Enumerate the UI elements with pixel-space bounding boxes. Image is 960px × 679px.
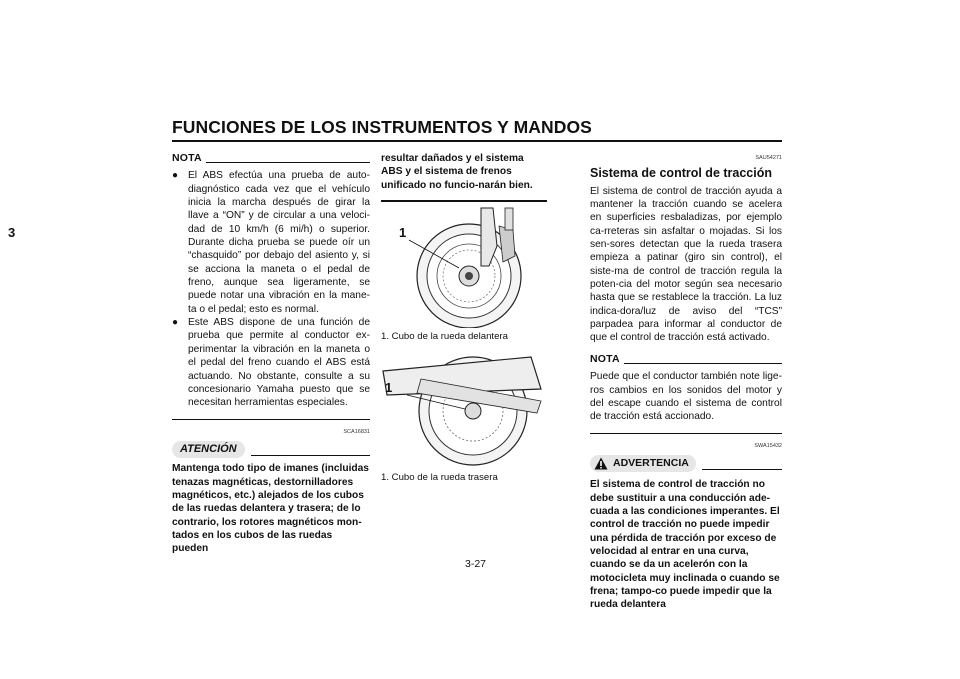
section-divider [381, 200, 547, 202]
bullet-item [172, 169, 370, 316]
nota-header [590, 353, 782, 366]
nota-label: NOTA [172, 152, 202, 164]
atencion-text: Mantenga todo tipo de imanes (incluidas tenazas magnéticas, destornilladores magnéticos, etc.) alejados de los cubos de las ruedas delantera y trasera; de lo contrario, los rotores magnéticos mon-tados en los cubos de las ruedas pueden [172, 463, 369, 555]
front-wheel-figure [381, 206, 546, 328]
nota-text: Puede que el conductor también note lige-ros cambios en los sonidos del motor y del escape cuando el sistema de control de tracción está accionado. [590, 371, 782, 423]
bullet-text: El ABS efectúa una prueba de auto-diagnóstico cada vez que el vehículo inicia la marcha después de girar la llave a “ON” y de circular a una veloci-dad de 10 km/h (6 mi/h) o superior. Durante dicha prueba se puede oír un “chasquido” por debajo del asiento y, si se acciona la maneta o el pedal de freno, aunque sea ligeramente, se puede notar una vibración en la mane-ta o el pedal; esto es normal. [188, 170, 370, 315]
section-divider [172, 419, 370, 420]
figure-callout-label: 1 [385, 380, 393, 396]
bullet-text: Este ABS dispone de una función de prueba que permite al conductor ex-perimentar la vibración en la maneta o el pedal del freno cuando el ABS está actuando. No obstante, consulte a su concesionario Yamaha puesto que se necesitan herramientas especiales. [188, 317, 370, 409]
warning-triangle-icon [594, 457, 608, 470]
bullet-icon: ● [172, 170, 179, 182]
advertencia-text: El sistema de control de tracción no debe sustituir a una conducción ade-cuada a las condiciones imperantes. El control de tracción no puede impedir una pérdida de tracción por exceso de velocidad al entrar en una curva, cuando se da un acelerón con la motocicleta muy inclinada o cuando se frena; tampo-co puede impedir que la rueda delantera [590, 479, 780, 611]
nota-rule [206, 162, 370, 163]
figure-callout-label: 1 [399, 225, 407, 241]
body-paragraph: El sistema de control de tracción ayuda a mantener la tracción cuando se acelera en superficies resbaladizas, por ejemplo ca-rreteras sin asfaltar o mojadas. Si los sen-sores detectan que la rueda trasera empieza a patinar (giro sin control), el siste-ma de control de tracción regula la poten-cia del motor según sea necesario hasta que se restablece la tracción. La luz indica-dora/luz de aviso del “TCS” parpadea para informar al conductor de que el control de tracción está activado. [590, 185, 782, 344]
advertencia-badge [590, 455, 696, 472]
page-header-title: FUNCIONES DE LOS INSTRUMENTOS Y MANDOS [172, 117, 592, 137]
bullet-icon: ● [172, 317, 179, 329]
atencion-badge: ATENCIÓN [172, 441, 245, 458]
advertencia-rule [702, 469, 782, 470]
section-title: Sistema de control de tracción [590, 166, 772, 181]
column-2 [381, 152, 547, 485]
atencion-rule [251, 455, 370, 456]
header-rule [172, 140, 782, 142]
figure-caption: 1. Cubo de la rueda trasera [381, 472, 498, 484]
bullet-item [172, 316, 370, 409]
advertencia-label: ADVERTENCIA [613, 456, 689, 469]
advertencia-header [590, 455, 782, 472]
reference-code: SCA16831 [343, 428, 370, 435]
atencion-header [172, 441, 370, 458]
nota-header [172, 152, 370, 165]
chapter-number: 3 [8, 225, 16, 240]
reference-code: SAU54271 [755, 155, 782, 161]
nota-label: NOTA [590, 352, 620, 365]
section-divider [590, 433, 782, 434]
reference-code: SWA15432 [754, 442, 782, 449]
figure-caption: 1. Cubo de la rueda delantera [381, 331, 508, 343]
column-1 [172, 152, 370, 556]
continued-warning-text: resultar dañados y el sistema ABS y el sistema de frenos unificado no funcio-narán bien. [381, 153, 533, 191]
nota-rule [624, 363, 782, 364]
rear-wheel-illustration [381, 349, 546, 469]
column-3 [590, 152, 782, 612]
rear-wheel-figure [381, 349, 546, 469]
page-number: 3-27 [465, 558, 487, 570]
